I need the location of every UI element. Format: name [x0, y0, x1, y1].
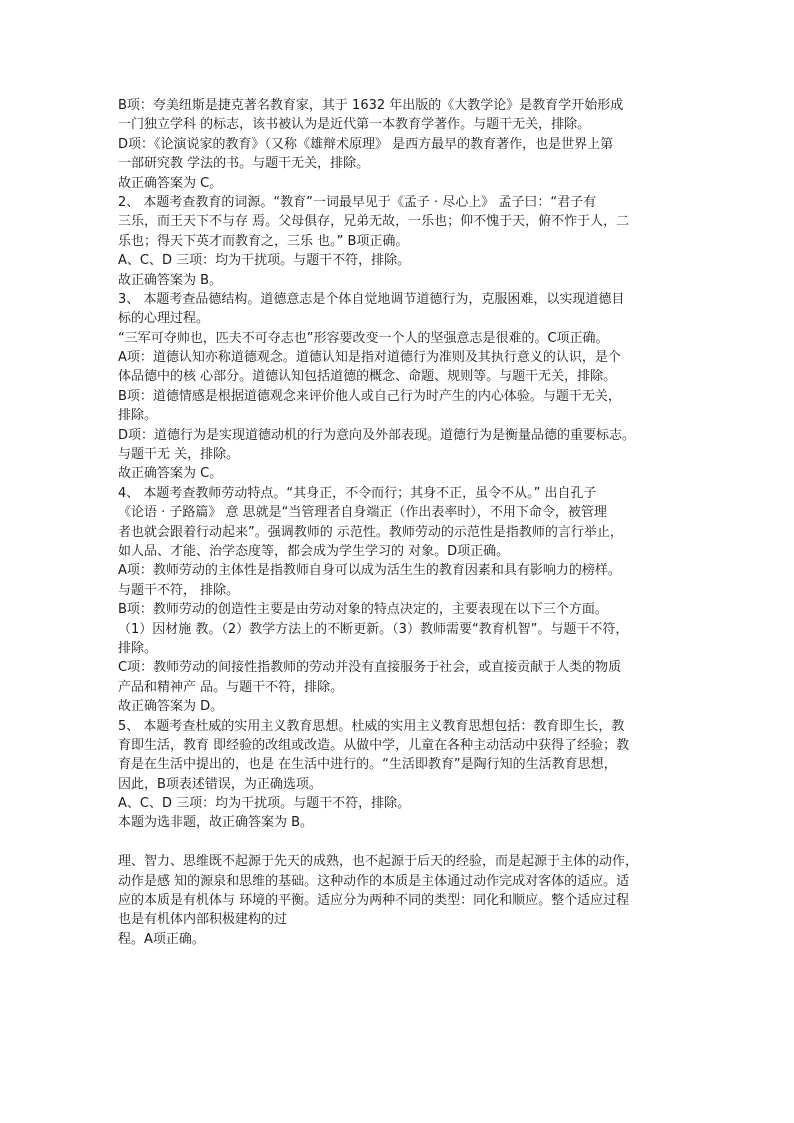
text-line: A项：道德认知亦称道德观念。道德认知是指对道德行为准则及其执行意义的认识，是个 [118, 350, 621, 366]
text-line: 一部研究教 学法的书。与题干无关，排除。 [118, 156, 370, 172]
text-line: 程。A项正确。 [118, 931, 205, 947]
text-line: 故正确答案为 C。 [118, 175, 223, 191]
text-line: （1）因材施 教。（2）教学方法上的不断更新。（3）教师需要“教育机智”。与题干不符， [118, 621, 629, 637]
text-line: A、C、D 三项：均为干扰项。与题干不符，排除。 [118, 253, 411, 269]
text-line: 2、 本题考查教育的词源。“教育”一词最早见于《孟子 · 尽心上》 孟子曰：“君子有 [118, 194, 597, 210]
text-line: 4、 本题考查教师劳动特点。“其身正，不令而行；其身不正，虽令不从。” 出自孔子 [118, 485, 597, 501]
document-body [118, 96, 678, 949]
text-line: 《论语 · 子路篇》 意 思就是“当管理者自身端正（作出表率时），不用下命令，被管理 [118, 505, 607, 521]
text-line: 育即生活，教育 即经验的改组或改造。从做中学，儿童在各种主动活动中获得了经验；教 [118, 737, 630, 753]
text-line: D项：道德行为是实现道德动机的行为意向及外部表现。道德行为是衡量品德的重要标志。 [118, 427, 636, 443]
text-line: 3、 本题考查品德结构。道德意志是个体自觉地调节道德行为，克服困难，以实现道德目 [118, 291, 625, 307]
text-line: C项：教师劳动的间接性指教师的劳动并没有直接服务于社会，或直接贡献于人类的物质 [118, 660, 622, 676]
text-line: 排除。 [118, 408, 158, 424]
text-line: A项：教师劳动的主体性是指教师自身可以成为活生生的教育因素和具有影响力的榜样。 [118, 563, 621, 579]
text-line: 故正确答案为 D。 [118, 699, 224, 715]
text-line: 与题干无 关，排除。 [118, 447, 240, 463]
text-line: B项：道德情感是根据道德观念来评价他人或自己行为时产生的内心体验。与题干无关， [118, 388, 621, 404]
text-line: 也是有机体内部积极建构的过 [118, 912, 288, 928]
text-line: A、C、D 三项：均为干扰项。与题干不符，排除。 [118, 796, 411, 812]
text-line: 产品和精神产 品。与题干不符，排除。 [118, 679, 344, 695]
text-line: 一门独立学科 的标志，该书被认为是近代第一本教育学著作。与题干无关，排除。 [118, 117, 591, 133]
text-line: 动作是感 知的源泉和思维的基础。这种动作的本质是主体通过动作完成对客体的适应。适 [118, 873, 630, 889]
text-line: D项：《论演说家的教育》（又称《雄辩术原理》 是西方最早的教育著作，也是世界上第 [118, 136, 614, 152]
text-line: B项：夸美纽斯是捷克著名教育家，其于 1632 年出版的《大教学论》是教育学开始形成 [118, 98, 624, 113]
paragraph-gap [118, 833, 678, 852]
text-line: 5、 本题考查杜威的实用主义教育思想。杜威的实用主义教育思想包括：教育即生长，教 [118, 718, 625, 734]
text-line: 体品德中的核 心部分。道德认知包括道德的概念、命题、规则等。与题干无关，排除。 [118, 369, 617, 385]
text-line: 与题干不符， 排除。 [118, 582, 240, 598]
text-line: “三军可夺帅也，匹夫不可夺志也”形容要改变一个人的坚强意志是很难的。C项正确。 [118, 330, 609, 346]
text-line: 理、智力、思维既不起源于先天的成熟，也不起源于后天的经验，而是起源于主体的动作， [118, 854, 639, 870]
text-line: 标的心理过程。 [118, 311, 210, 327]
text-line: 故正确答案为 C。 [118, 466, 223, 482]
text-line: 如人品、才能、治学态度等，都会成为学生学习的 对象。D项正确。 [118, 543, 510, 559]
text-line: 者也就会跟着行动起来”。强调教师的 示范性。教师劳动的示范性是指教师的言行举止， [118, 524, 623, 540]
text-line: 乐也；得天下英才而教育之，三乐 也。” B项正确。 [118, 233, 409, 249]
text-line: 排除。 [118, 640, 158, 656]
text-line: 应的本质是有机体与 环境的平衡。适应分为两种不同的类型：同化和顺应。整个适应过程 [118, 893, 630, 909]
text-line: 三乐，而王天下不与存 焉。父母俱存，兄弟无故，一乐也；仰不愧于天，俯不怍于人，二 [118, 214, 630, 230]
text-line: 因此，B项表述错误，为正确选项。 [118, 776, 322, 792]
text-line: B项：教师劳动的创造性主要是由劳动对象的特点决定的，主要表现在以下三个方面。 [118, 602, 608, 618]
text-line: 故正确答案为 B。 [118, 272, 223, 288]
text-line: 育是在生活中提出的，也是 在生活中进行的。“生活即教育”是陶行知的生活教育思想， [118, 757, 617, 773]
text-line: 本题为选非题，故正确答案为 B。 [118, 815, 314, 831]
